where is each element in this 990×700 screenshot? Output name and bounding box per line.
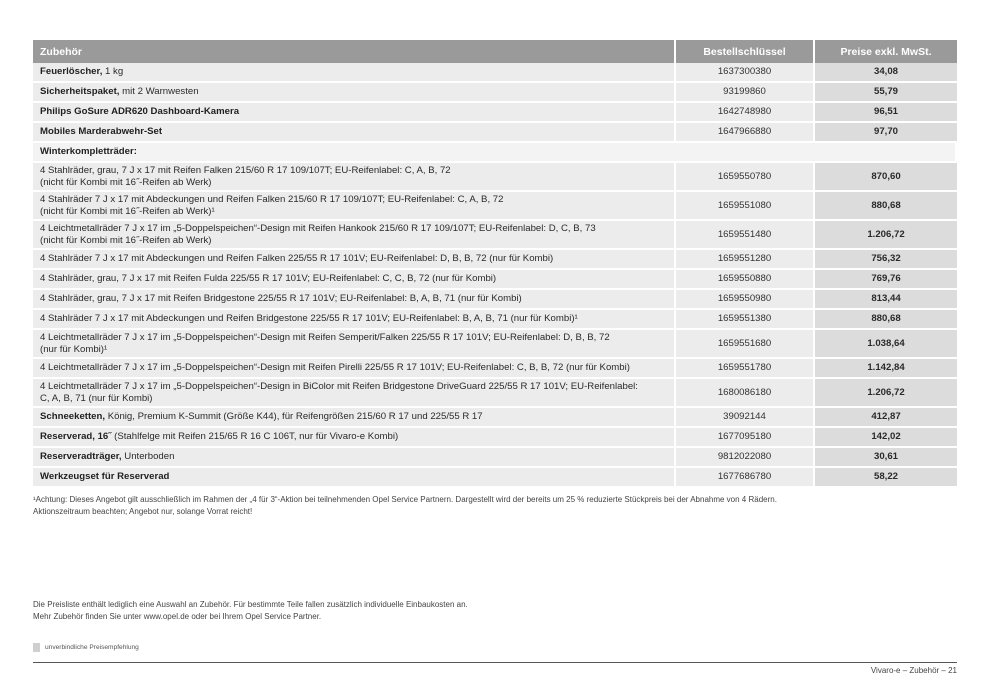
order-code: 1677686780	[676, 468, 815, 488]
price: 34,08	[815, 63, 957, 83]
item-cell	[33, 192, 676, 221]
order-code: 1659551280	[676, 250, 815, 270]
table-row	[33, 359, 957, 379]
item-cell	[33, 379, 676, 408]
price: 55,79	[815, 83, 957, 103]
footnote-line-1: ¹Achtung: Dieses Angebot gilt ausschließlich im Rahmen der „4 für 3“-Aktion bei teilnehmenden Opel Service Partnern. Dargestellt wird der bereits um 25 % reduzierte Stückpreis bei der Abnahme von 4 Rädern.	[33, 495, 777, 504]
header-item: Zubehör	[33, 40, 676, 63]
table-row	[33, 379, 957, 408]
table-row	[33, 270, 957, 290]
item-detail: 4 Stahlräder 7 J x 17 mit Abdeckungen und Reifen Falken 215/60 R 17 109/107T; EU-Reifenlabel: C, A, B, 72	[40, 194, 504, 205]
item-cell	[33, 163, 676, 192]
order-code: 1659551080	[676, 192, 815, 221]
accessories-table-container	[33, 40, 957, 488]
table-row	[33, 428, 957, 448]
item-cell	[33, 428, 676, 448]
item-detail: 4 Stahlräder, grau, 7 J x 17 mit Reifen Bridgestone 225/55 R 17 101V; EU-Reifenlabel: B, A, B, 71 (nur für Kombi)	[40, 293, 522, 305]
table-row	[33, 221, 957, 250]
item-detail: 4 Leichtmetallräder 7 J x 17 im „5-Doppelspeichen“-Design mit Reifen Semperit/Falken 225/55 R 17 101V; EU-Reifenlabel: D, B, B, 72	[40, 332, 610, 343]
item-name: Reserveradträger,	[40, 451, 122, 463]
item-cell	[33, 221, 676, 250]
item-name: Reserverad, 16˝	[40, 431, 112, 443]
item-detail: 4 Leichtmetallräder 7 J x 17 im „5-Doppelspeichen“-Design in BiColor mit Reifen Bridgestone DriveGuard 225/55 R 17 101V; EU-Reifenlabel:	[40, 381, 638, 392]
header-price: Preise exkl. MwSt.	[815, 40, 957, 63]
table-row	[33, 83, 957, 103]
item-detail: 4 Stahlräder 7 J x 17 mit Abdeckungen und Reifen Falken 225/55 R 17 101V; EU-Reifenlabel: D, B, B, 72 (nur für Kombi)	[40, 253, 554, 265]
item-name: Mobiles Marderabwehr-Set	[40, 126, 163, 138]
item-detail-note: (nicht für Kombi mit 16˝-Reifen ab Werk)	[40, 234, 212, 246]
price: 30,61	[815, 448, 957, 468]
item-cell	[33, 468, 676, 488]
item-detail: 4 Leichtmetallräder 7 J x 17 im „5-Doppelspeichen“-Design mit Reifen Hankook 215/60 R 17 109/107T; EU-Reifenlabel: D, C, B, 73	[40, 223, 596, 234]
order-code: 1659550880	[676, 270, 815, 290]
item-name: Schneeketten,	[40, 411, 106, 423]
footnote-line-2: Aktionszeitraum beachten; Angebot nur, solange Vorrat reicht!	[33, 507, 253, 516]
table-row	[33, 310, 957, 330]
order-code: 93199860	[676, 83, 815, 103]
table-row	[33, 408, 957, 428]
item-cell	[33, 270, 676, 290]
price: 412,87	[815, 408, 957, 428]
table-row	[33, 163, 957, 192]
item-detail: König, Premium K-Summit (Größe K44), für Reifengrößen 215/60 R 17 und 225/55 R 17	[105, 411, 483, 423]
header-order-code: Bestellschlüssel	[676, 40, 815, 63]
order-code: 1642748980	[676, 103, 815, 123]
accessories-table	[33, 40, 957, 488]
order-code: 1659550780	[676, 163, 815, 192]
order-code: 1659551680	[676, 330, 815, 359]
order-code: 1637300380	[676, 63, 815, 83]
section-heading: Winterkompletträder:	[40, 146, 137, 158]
legend-swatch	[33, 643, 40, 652]
item-detail-note: (nur für Kombi)¹	[40, 343, 108, 355]
item-name: Werkzeugset für Reserverad	[40, 471, 170, 483]
table-row	[33, 448, 957, 468]
item-detail: 4 Stahlräder, grau, 7 J x 17 mit Reifen Fulda 225/55 R 17 101V; EU-Reifenlabel: C, C, B, 72 (nur für Kombi)	[40, 273, 497, 285]
price-list-note-line-1: Die Preisliste enthält lediglich eine Auswahl an Zubehör. Für bestimmte Teile fallen zusätzlich individuelle Einbaukosten an.	[33, 600, 468, 609]
price: 58,22	[815, 468, 957, 488]
item-detail: Unterboden	[121, 451, 175, 463]
price: 1.038,64	[815, 330, 957, 359]
item-cell	[33, 103, 676, 123]
item-cell	[33, 408, 676, 428]
section-row-winter-wheels	[33, 143, 957, 163]
legend-label: unverbindliche Preisempfehlung	[45, 644, 139, 651]
price-list-note	[33, 599, 933, 623]
table-row	[33, 103, 957, 123]
order-code: 1659550980	[676, 290, 815, 310]
price: 1.206,72	[815, 221, 957, 250]
item-cell	[33, 83, 676, 103]
item-detail: 4 Leichtmetallräder 7 J x 17 im „5-Doppelspeichen“-Design mit Reifen Pirelli 225/55 R 17 101V; EU-Reifenlabel: C, B, B, 72 (nur für Kombi)	[40, 362, 630, 374]
table-row	[33, 63, 957, 83]
order-code: 1659551380	[676, 310, 815, 330]
item-cell	[33, 123, 676, 143]
price: 880,68	[815, 192, 957, 221]
price: 756,32	[815, 250, 957, 270]
price: 97,70	[815, 123, 957, 143]
item-cell	[33, 448, 676, 468]
item-detail: 4 Stahlräder, grau, 7 J x 17 mit Reifen Falken 215/60 R 17 109/107T; EU-Reifenlabel: C, A, B, 72	[40, 165, 451, 176]
order-code: 1680086180	[676, 379, 815, 408]
item-detail: 1 kg	[102, 66, 124, 78]
order-code: 1659551480	[676, 221, 815, 250]
legend	[33, 643, 139, 652]
order-code: 1647966880	[676, 123, 815, 143]
footnote	[33, 494, 933, 518]
item-name: Feuerlöscher,	[40, 66, 103, 78]
section-heading-cell	[33, 143, 957, 163]
page-footer: Vivaro-e – Zubehör – 21	[870, 666, 957, 675]
price: 1.142,84	[815, 359, 957, 379]
table-row	[33, 192, 957, 221]
order-code: 39092144	[676, 408, 815, 428]
item-detail-note: (nicht für Kombi mit 16˝-Reifen ab Werk)¹	[40, 205, 215, 217]
table-row	[33, 123, 957, 143]
item-name: Sicherheitspaket,	[40, 86, 120, 98]
item-name: Philips GoSure ADR620 Dashboard-Kamera	[40, 106, 240, 118]
item-cell	[33, 290, 676, 310]
price: 1.206,72	[815, 379, 957, 408]
order-code: 9812022080	[676, 448, 815, 468]
price: 769,76	[815, 270, 957, 290]
order-code: 1677095180	[676, 428, 815, 448]
price: 880,68	[815, 310, 957, 330]
table-row	[33, 250, 957, 270]
price: 142,02	[815, 428, 957, 448]
price: 813,44	[815, 290, 957, 310]
item-detail: mit 2 Warnwesten	[119, 86, 199, 98]
item-detail: 4 Stahlräder 7 J x 17 mit Abdeckungen und Reifen Bridgestone 225/55 R 17 101V; EU-Reifenlabel: B, A, B, 71 (nur für Kombi)¹	[40, 313, 578, 325]
table-header-row	[33, 40, 957, 63]
price-list-note-line-2: Mehr Zubehör finden Sie unter www.opel.de oder bei Ihrem Opel Service Partner.	[33, 612, 322, 621]
item-cell	[33, 63, 676, 83]
table-row	[33, 330, 957, 359]
price: 870,60	[815, 163, 957, 192]
item-detail-note: (nicht für Kombi mit 16˝-Reifen ab Werk)	[40, 176, 212, 188]
item-detail-note: C, A, B, 71 (nur für Kombi)	[40, 392, 153, 404]
item-cell	[33, 359, 676, 379]
price: 96,51	[815, 103, 957, 123]
table-row	[33, 468, 957, 488]
order-code: 1659551780	[676, 359, 815, 379]
footer-divider	[33, 662, 957, 663]
item-detail: (Stahlfelge mit Reifen 215/65 R 16 C 106T, nur für Vivaro-e Kombi)	[111, 431, 399, 443]
item-cell	[33, 330, 676, 359]
item-cell	[33, 310, 676, 330]
item-cell	[33, 250, 676, 270]
table-row	[33, 290, 957, 310]
